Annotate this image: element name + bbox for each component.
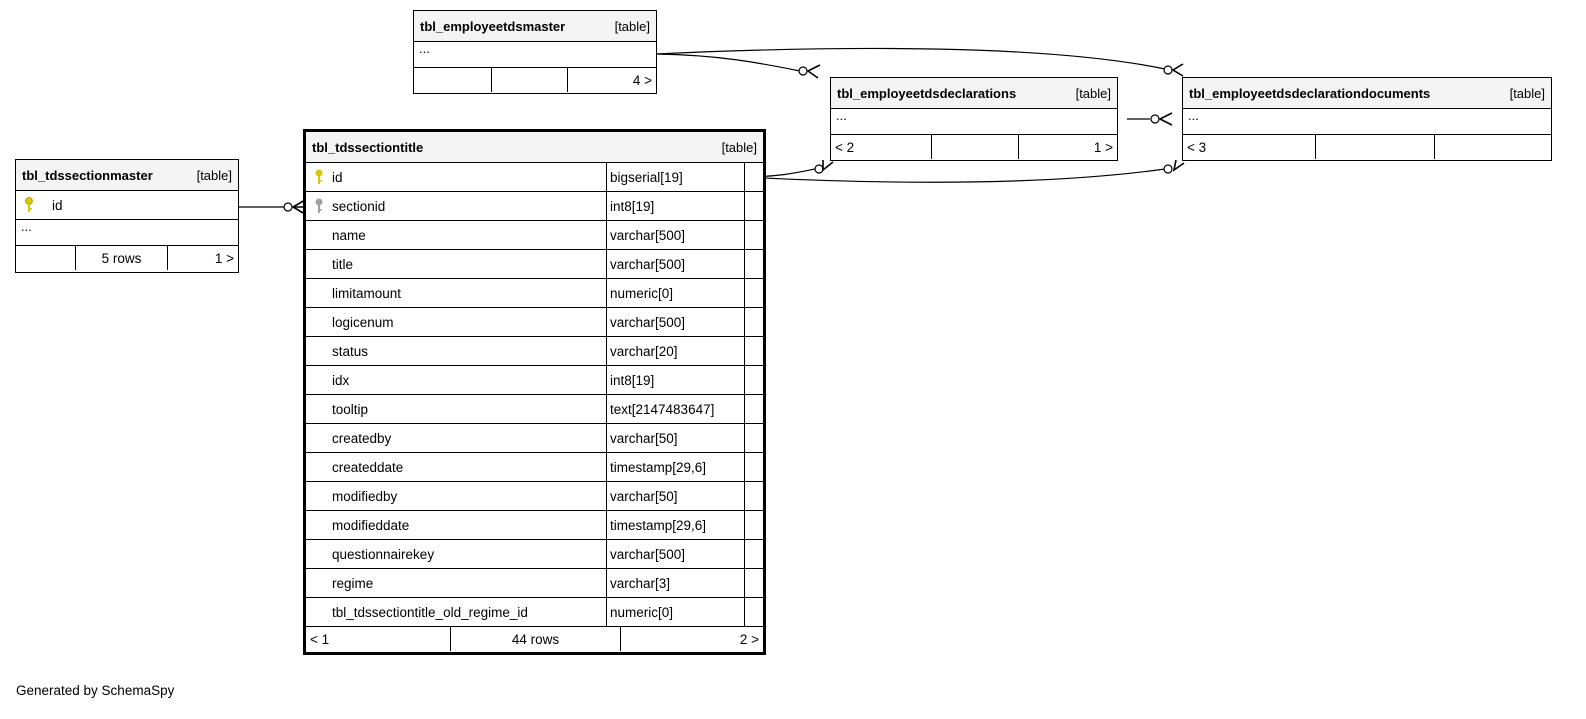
column-row	[306, 540, 763, 569]
column-name: createdby	[332, 430, 392, 446]
crows-foot-icon	[1174, 160, 1184, 170]
zero-marker	[799, 67, 807, 75]
footer-right: 1 >	[167, 246, 238, 270]
column-spacer	[744, 511, 763, 539]
column-name: id	[332, 169, 343, 185]
crows-foot-icon	[808, 65, 820, 78]
column-spacer	[744, 424, 763, 452]
column-spacer	[744, 337, 763, 365]
footer-right: 2 >	[620, 627, 763, 651]
footer-right: 1 >	[1018, 135, 1117, 159]
column-row	[306, 337, 763, 366]
column-row	[16, 191, 238, 220]
crows-foot-icon	[1160, 113, 1172, 125]
column-datatype: varchar[500]	[606, 221, 744, 249]
table-type: [table]	[1075, 85, 1111, 101]
foreign-key-icon	[306, 198, 332, 214]
crows-foot-icon	[1173, 64, 1183, 76]
zero-marker	[1164, 66, 1172, 74]
column-row	[306, 511, 763, 540]
footer-left	[16, 246, 75, 270]
table-footer	[414, 68, 656, 92]
table-name: tbl_employeetdsdeclarations	[837, 85, 1017, 101]
column-name: logicenum	[332, 314, 394, 330]
column-row	[306, 221, 763, 250]
table-footer	[16, 246, 238, 270]
column-datatype: varchar[500]	[606, 540, 744, 568]
column-name: tbl_tdssectiontitle_old_regime_id	[332, 604, 528, 620]
footer-right: 4 >	[567, 68, 656, 92]
footer-middle	[931, 135, 1018, 159]
footer-left: < 2	[835, 139, 855, 155]
column-row	[306, 395, 763, 424]
column-datatype: timestamp[29,6]	[606, 511, 744, 539]
column-datatype: varchar[500]	[606, 250, 744, 278]
column-spacer	[744, 366, 763, 394]
table-name: tbl_tdssectionmaster	[22, 167, 153, 183]
table-name: tbl_tdssectiontitle	[312, 139, 424, 155]
primary-key-icon	[306, 169, 332, 185]
column-spacer	[744, 250, 763, 278]
column-row	[306, 308, 763, 337]
column-spacer	[744, 163, 763, 191]
column-list	[306, 163, 763, 627]
table-header	[414, 11, 656, 42]
column-spacer	[744, 569, 763, 597]
column-row	[306, 279, 763, 308]
column-datatype: int8[19]	[606, 192, 744, 220]
table-header	[831, 78, 1117, 109]
table-type: [table]	[1509, 85, 1545, 101]
table-employeetdsdeclarations[interactable]	[830, 77, 1118, 161]
column-spacer	[744, 395, 763, 423]
table-type: [table]	[196, 167, 232, 183]
table-tdssectionmaster[interactable]	[15, 159, 239, 273]
zero-marker	[1151, 115, 1159, 123]
column-name: name	[332, 227, 366, 243]
column-name: title	[332, 256, 354, 272]
footer-left	[414, 68, 491, 92]
column-datatype: varchar[500]	[606, 308, 744, 336]
more-columns: ...	[16, 220, 238, 246]
column-name: createddate	[332, 459, 404, 475]
column-name: modifieddate	[332, 517, 410, 533]
column-row	[306, 250, 763, 279]
primary-key-icon	[16, 197, 42, 213]
column-datatype: varchar[50]	[606, 424, 744, 452]
column-spacer	[744, 540, 763, 568]
table-footer	[306, 627, 763, 651]
column-name: idx	[332, 372, 350, 388]
table-name: tbl_employeetdsmaster	[420, 18, 566, 34]
more-columns: ...	[1183, 109, 1551, 135]
column-row	[306, 424, 763, 453]
column-datatype: numeric[0]	[606, 279, 744, 307]
relation-master-declarations	[656, 54, 800, 71]
footer-middle: 44 rows	[450, 627, 620, 651]
table-footer	[831, 135, 1117, 159]
generated-by-credit: Generated by SchemaSpy	[16, 683, 175, 698]
table-name: tbl_employeetdsdeclarationdocuments	[1189, 85, 1431, 101]
column-name: questionnairekey	[332, 546, 435, 562]
footer-middle	[491, 68, 567, 92]
column-row	[306, 163, 763, 192]
column-row	[306, 453, 763, 482]
zero-marker	[284, 203, 292, 211]
column-row	[306, 482, 763, 511]
column-name: modifiedby	[332, 488, 398, 504]
table-tdssectiontitle[interactable]	[303, 129, 766, 655]
more-columns: ...	[414, 42, 656, 68]
column-spacer	[744, 482, 763, 510]
column-datatype: varchar[3]	[606, 569, 744, 597]
column-name: tooltip	[332, 401, 369, 417]
footer-left: < 1	[310, 631, 330, 647]
table-footer	[1183, 135, 1551, 159]
table-header	[306, 132, 763, 163]
column-spacer	[744, 192, 763, 220]
column-datatype: timestamp[29,6]	[606, 453, 744, 481]
column-row	[306, 598, 763, 627]
crows-foot-icon	[823, 160, 833, 170]
column-datatype: numeric[0]	[606, 598, 744, 626]
column-row	[306, 569, 763, 598]
column-name: sectionid	[332, 198, 386, 214]
table-type: [table]	[614, 18, 650, 34]
column-spacer	[744, 308, 763, 336]
column-spacer	[744, 598, 763, 626]
footer-right	[1434, 135, 1551, 159]
column-datatype: varchar[50]	[606, 482, 744, 510]
zero-marker	[1164, 165, 1172, 173]
column-row	[306, 192, 763, 221]
column-spacer	[744, 279, 763, 307]
table-header	[1183, 78, 1551, 109]
footer-middle: 5 rows	[75, 246, 167, 270]
column-datatype: text[2147483647]	[606, 395, 744, 423]
column-row	[306, 366, 763, 395]
footer-middle	[1315, 135, 1434, 159]
column-datatype: int8[19]	[606, 366, 744, 394]
table-employeetdsmaster[interactable]	[413, 10, 657, 94]
zero-marker	[815, 165, 823, 173]
column-name: id	[52, 197, 63, 213]
column-datatype: varchar[20]	[606, 337, 744, 365]
column-spacer	[744, 221, 763, 249]
column-name: limitamount	[332, 285, 402, 301]
column-spacer	[744, 453, 763, 481]
table-type: [table]	[721, 139, 757, 155]
column-name: status	[332, 343, 369, 359]
more-columns: ...	[831, 109, 1117, 135]
column-datatype: bigserial[19]	[606, 163, 744, 191]
table-employeetdsdeclarationdocuments[interactable]	[1182, 77, 1552, 161]
column-name: regime	[332, 575, 374, 591]
table-header	[16, 160, 238, 191]
footer-left: < 3	[1187, 139, 1207, 155]
